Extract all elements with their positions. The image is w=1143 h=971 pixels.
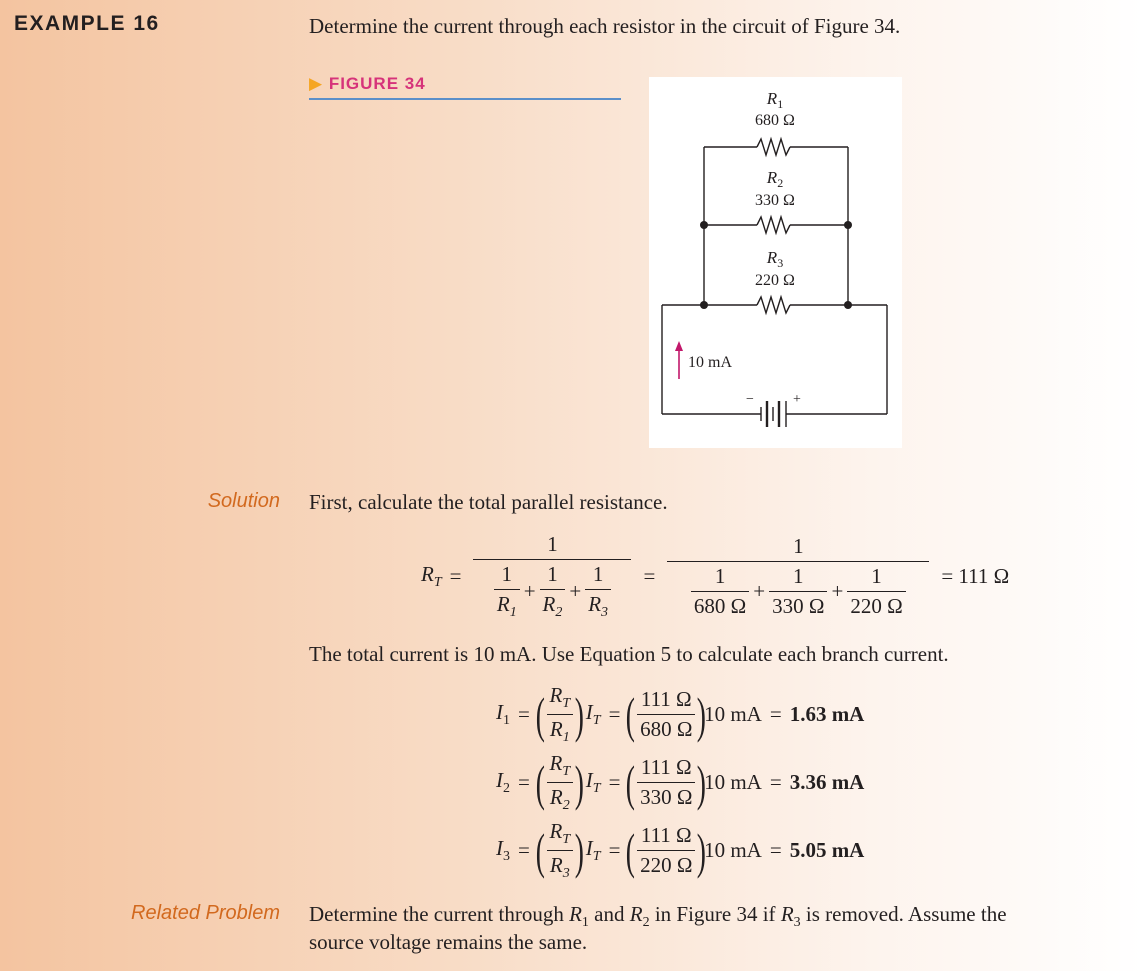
example-title: EXAMPLE 16 (14, 12, 160, 35)
circuit-diagram (649, 77, 902, 448)
rt-symbolic-fraction: 1 $\frac{1}{R_1}$ + $\frac{1}{R_2}$ + $\frac{1}{R_3}$ (473, 532, 631, 621)
rt-result: = 111 Ω (941, 564, 1010, 589)
r1-name: R (766, 89, 778, 108)
related-problem-label: Related Problem (131, 902, 280, 924)
i1-result: 1.63 mA (789, 702, 865, 727)
r2-name: R (766, 168, 778, 187)
related-problem-line1: Determine the current through $R_1$ and $R_2$ in Figure 34 if $R_3$ is removed. Assume the (309, 902, 1007, 931)
play-arrow-icon: ▶ (309, 74, 324, 93)
figure-label-text: FIGURE 34 (328, 74, 426, 93)
i2-equation: $I_2$ = ( $\frac{R_T}{R_2}$ ) $I_T$ = ( $\frac{111 \Omega}{330 \Omega}$ ) 10 mA = 3.36 mA (496, 751, 865, 814)
rt-numeric-fraction: 1 $\frac{1}{680 \Omega}$ + $\frac{1}{330 \Omega}$ + $\frac{1}{220 \Omega}$ (667, 534, 929, 619)
battery-plus: + (793, 392, 801, 407)
r1-sub: 1 (777, 97, 784, 111)
circuit-figure (649, 77, 902, 448)
current-arrow-icon (675, 341, 683, 379)
i3-equation: $I_3$ = ( $\frac{R_T}{R_3}$ ) $I_T$ = ( $\frac{111 \Omega}{220 \Omega}$ ) 10 mA = 5.05 mA (496, 819, 865, 882)
resistor-r3-zigzag (757, 297, 790, 313)
current-text: The total current is 10 mA. Use Equation 5 to calculate each branch current. (309, 642, 949, 666)
resistor-r1-zigzag (757, 139, 790, 155)
junction-node (844, 221, 852, 229)
figure-label-rule (309, 98, 621, 100)
current-label: 10 mA (688, 354, 732, 371)
r2-value: 330 Ω (755, 192, 795, 209)
r3-name: R (766, 248, 778, 267)
i1-equation: $I_1$ = ( $\frac{R_T}{R_1}$ ) $I_T$ = ( $\frac{111 \Omega}{680 \Omega}$ ) 10 mA = 1.63 mA (496, 683, 865, 746)
junction-node (700, 301, 708, 309)
r1-value: 680 Ω (755, 112, 795, 129)
i2-result: 3.36 mA (789, 770, 865, 795)
r3-value: 220 Ω (755, 272, 795, 289)
svg-text:R3 (766, 248, 783, 270)
figure-label (309, 74, 426, 94)
solution-intro: First, calculate the total parallel resistance. (309, 490, 668, 514)
rt-lhs: $R_T$ (421, 562, 442, 591)
resistor-r2-zigzag (757, 217, 790, 233)
example-prompt: Determine the current through each resistor in the circuit of Figure 34. (309, 14, 901, 38)
i3-result: 5.05 mA (789, 838, 865, 863)
junction-node (844, 301, 852, 309)
battery-minus: − (746, 392, 754, 407)
r3-sub: 3 (777, 256, 784, 270)
battery-symbol (761, 401, 786, 427)
svg-text:R1 (766, 89, 783, 111)
solution-label: Solution (207, 490, 280, 512)
junction-node (700, 221, 708, 229)
r2-sub: 2 (777, 176, 784, 190)
related-problem-line2: source voltage remains the same. (309, 930, 588, 954)
svg-text:R2 (766, 168, 783, 190)
rt-equation: $R_T$ = 1 $\frac{1}{R_1}$ + $\frac{1}{R_2}$ + $\frac{1}{R_3}$ = 1 $\frac{1}{680 \Omega}$ + $\frac{1}{330 \Omega}$ + $\frac{1}{220 \Omega}$ = 111 Ω (421, 532, 1010, 621)
